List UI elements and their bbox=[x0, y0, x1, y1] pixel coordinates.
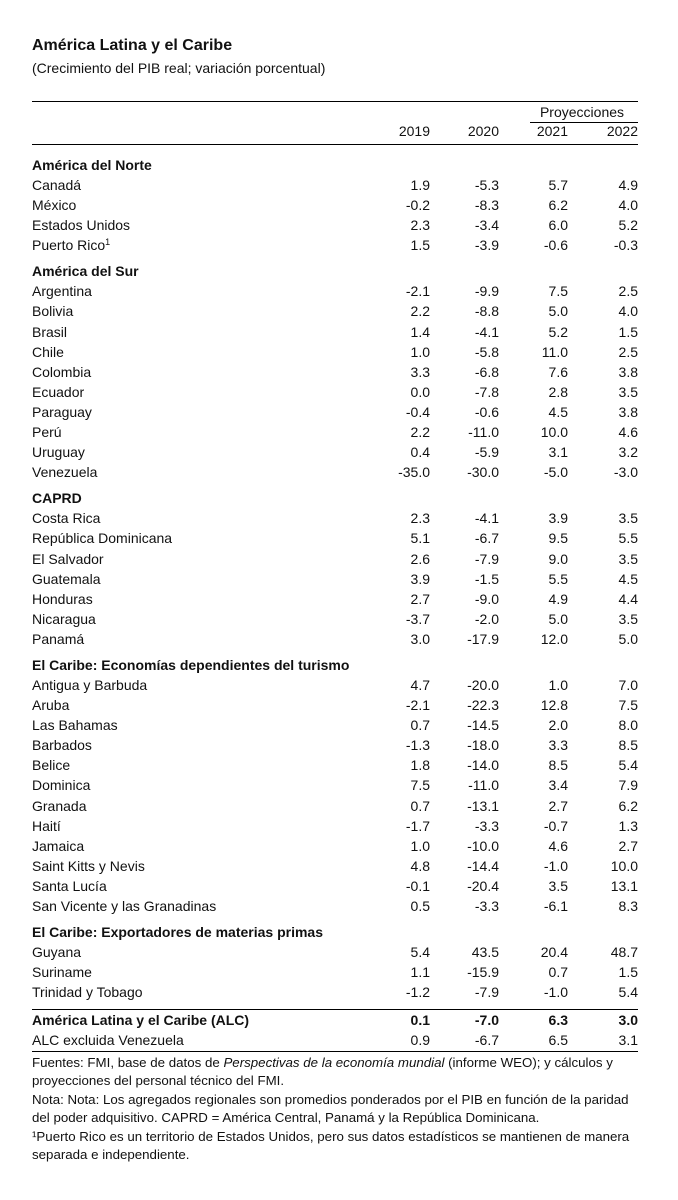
value-cell: 13.1 bbox=[610, 877, 638, 894]
value-cell: 7.5 bbox=[618, 697, 638, 714]
value-cell: -0.6 bbox=[543, 237, 568, 254]
value-cell: -2.0 bbox=[474, 610, 499, 627]
value-cell: 3.8 bbox=[618, 363, 638, 380]
row-label: Las Bahamas bbox=[32, 717, 118, 734]
value-cell: -18.0 bbox=[467, 737, 499, 754]
value-cell: -9.9 bbox=[474, 283, 499, 300]
table-row bbox=[32, 215, 638, 235]
value-cell: -6.7 bbox=[474, 530, 499, 547]
value-cell: 2.0 bbox=[548, 717, 568, 734]
value-cell: 4.0 bbox=[618, 303, 638, 320]
value-cell: 5.1 bbox=[410, 530, 430, 547]
value-cell: 1.0 bbox=[548, 676, 568, 693]
value-cell: 0.0 bbox=[410, 383, 430, 400]
row-label: Haití bbox=[32, 817, 61, 834]
table-row bbox=[32, 442, 638, 462]
table-row bbox=[32, 675, 638, 695]
value-cell: 1.9 bbox=[410, 177, 430, 193]
value-cell: 9.0 bbox=[548, 550, 568, 567]
value-cell: 9.5 bbox=[548, 530, 568, 547]
row-label: Santa Lucía bbox=[32, 877, 107, 894]
value-cell: -5.0 bbox=[543, 464, 568, 481]
value-cell: 0.7 bbox=[548, 964, 568, 981]
row-label: México bbox=[32, 197, 77, 214]
value-cell: -3.3 bbox=[474, 817, 499, 834]
row-label: San Vicente y las Granadinas bbox=[32, 898, 217, 914]
value-cell: 20.4 bbox=[540, 944, 568, 961]
value-cell: -22.3 bbox=[467, 697, 499, 714]
row-label: Colombia bbox=[32, 363, 92, 380]
table-row bbox=[32, 462, 638, 482]
value-cell: -5.3 bbox=[474, 177, 499, 193]
value-cell: -3.9 bbox=[474, 237, 499, 254]
value-cell: -4.1 bbox=[474, 510, 499, 527]
value-cell: 0.1 bbox=[410, 1012, 430, 1029]
region-heading: América del Sur bbox=[32, 263, 139, 280]
value-cell: 8.0 bbox=[618, 717, 638, 734]
table-row bbox=[32, 715, 638, 735]
value-cell: 3.2 bbox=[618, 444, 638, 461]
row-label: Aruba bbox=[32, 697, 70, 714]
projections-label: Proyecciones bbox=[539, 104, 625, 120]
value-cell: 3.8 bbox=[618, 403, 638, 420]
value-cell: -8.3 bbox=[474, 197, 499, 214]
table-title: América Latina y el Caribe bbox=[32, 37, 233, 54]
table-row bbox=[32, 589, 638, 609]
footnote-marker: 1 bbox=[105, 237, 111, 248]
value-cell: 3.5 bbox=[618, 550, 638, 567]
value-cell: 4.5 bbox=[618, 570, 638, 587]
value-cell: -6.7 bbox=[474, 1032, 499, 1049]
table-row bbox=[32, 362, 638, 382]
value-cell: -14.0 bbox=[467, 757, 499, 774]
table-row bbox=[32, 175, 638, 195]
value-cell: -1.5 bbox=[474, 570, 499, 587]
value-cell: 4.7 bbox=[410, 676, 430, 693]
value-cell: 2.7 bbox=[548, 797, 568, 814]
value-cell: 3.9 bbox=[548, 510, 568, 527]
value-cell: 2.2 bbox=[410, 303, 430, 320]
regional-note: Nota: Nota: Los agregados regionales son promedios ponderados por el PIB en función de la paridad del poder adquisitivo. CAPRD = América Central, Panamá y la República Dominicana. bbox=[32, 1091, 629, 1126]
row-label: Guatemala bbox=[32, 570, 101, 587]
value-cell: 1.8 bbox=[410, 757, 430, 774]
row-label: Puerto Rico$^1$ bbox=[32, 237, 111, 254]
value-cell: 2.7 bbox=[618, 837, 638, 854]
row-label: ALC excluida Venezuela bbox=[32, 1032, 184, 1049]
value-cell: 3.1 bbox=[548, 444, 568, 461]
value-cell: -9.0 bbox=[474, 590, 499, 607]
value-cell: -4.1 bbox=[474, 323, 499, 340]
table-row bbox=[32, 836, 638, 856]
year-header: 2020 bbox=[467, 123, 499, 139]
value-cell: -5.8 bbox=[474, 343, 499, 360]
value-cell: 5.4 bbox=[618, 757, 638, 774]
value-cell: 12.8 bbox=[540, 697, 568, 714]
value-cell: 4.6 bbox=[618, 424, 638, 441]
row-label: Belice bbox=[32, 757, 71, 774]
row-label: Paraguay bbox=[32, 403, 92, 420]
row-label: Chile bbox=[32, 343, 64, 360]
footnote: ¹Puerto Rico es un territorio de Estados Unidos, pero sus datos estadísticos se mantienen de manera separada e independiente. bbox=[32, 1128, 630, 1163]
region-heading: América del Norte bbox=[32, 157, 152, 173]
region-heading: CAPRD bbox=[32, 490, 82, 507]
value-cell: -30.0 bbox=[467, 464, 499, 481]
table-row bbox=[32, 322, 638, 342]
value-cell: 1.3 bbox=[618, 817, 638, 834]
value-cell: 5.0 bbox=[618, 630, 638, 647]
region-heading: El Caribe: Exportadores de materias primas bbox=[32, 924, 323, 941]
table-row bbox=[32, 962, 638, 982]
row-label: Estados Unidos bbox=[32, 217, 131, 234]
value-cell: -0.3 bbox=[613, 237, 638, 254]
value-cell: 4.9 bbox=[618, 177, 638, 193]
value-cell: 7.6 bbox=[548, 363, 568, 380]
table-row bbox=[32, 195, 638, 215]
value-cell: 3.5 bbox=[618, 510, 638, 527]
row-label: Honduras bbox=[32, 590, 93, 607]
row-label: Panamá bbox=[32, 630, 85, 647]
row-label: El Salvador bbox=[32, 550, 104, 567]
value-cell: 1.5 bbox=[618, 964, 638, 981]
notes bbox=[32, 1054, 638, 1165]
value-cell: -14.5 bbox=[467, 717, 499, 734]
value-cell: 3.5 bbox=[548, 877, 568, 894]
value-cell: 2.7 bbox=[410, 590, 430, 607]
table-subtitle: (Crecimiento del PIB real; variación porcentual) bbox=[32, 60, 326, 76]
row-label: Costa Rica bbox=[32, 510, 101, 527]
value-cell: 8.5 bbox=[618, 737, 638, 754]
value-cell: 2.3 bbox=[410, 510, 430, 527]
row-label: América Latina y el Caribe (ALC) bbox=[32, 1012, 250, 1029]
value-cell: 2.6 bbox=[410, 550, 430, 567]
value-cell: 2.5 bbox=[618, 283, 638, 300]
value-cell: -13.1 bbox=[467, 797, 499, 814]
value-cell: -3.4 bbox=[474, 217, 499, 234]
value-cell: -2.1 bbox=[405, 283, 430, 300]
table-row bbox=[32, 1030, 638, 1051]
value-cell: 5.2 bbox=[548, 323, 568, 340]
row-label: Jamaica bbox=[32, 837, 85, 854]
value-cell: 3.9 bbox=[410, 570, 430, 587]
value-cell: -7.0 bbox=[474, 1012, 499, 1029]
value-cell: -1.0 bbox=[543, 857, 568, 874]
table-row bbox=[32, 856, 638, 876]
value-cell: -7.9 bbox=[474, 550, 499, 567]
row-label: Bolivia bbox=[32, 303, 74, 320]
value-cell: 11.0 bbox=[541, 343, 568, 360]
value-cell: 1.4 bbox=[410, 323, 430, 340]
row-label: Brasil bbox=[32, 323, 68, 340]
value-cell: 5.5 bbox=[548, 570, 568, 587]
year-header: 2019 bbox=[398, 123, 430, 139]
value-cell: 5.7 bbox=[548, 177, 568, 193]
value-cell: 3.1 bbox=[618, 1032, 638, 1049]
value-cell: 2.2 bbox=[410, 424, 430, 441]
value-cell: 5.4 bbox=[618, 984, 638, 1001]
value-cell: 3.0 bbox=[410, 630, 430, 647]
value-cell: 5.0 bbox=[548, 303, 568, 320]
row-label: Ecuador bbox=[32, 383, 85, 400]
value-cell: 1.5 bbox=[618, 323, 638, 340]
row-label: Guyana bbox=[32, 944, 82, 961]
value-cell: 0.5 bbox=[410, 898, 430, 914]
table-row bbox=[32, 695, 638, 715]
row-label: Uruguay bbox=[32, 444, 85, 461]
value-cell: 7.5 bbox=[410, 777, 430, 794]
value-cell: -1.7 bbox=[405, 817, 430, 834]
value-cell: 5.2 bbox=[618, 217, 638, 234]
value-cell: 0.7 bbox=[410, 797, 430, 814]
row-label: Saint Kitts y Nevis bbox=[32, 857, 145, 874]
value-cell: 3.0 bbox=[618, 1012, 638, 1029]
value-cell: 7.5 bbox=[548, 283, 568, 300]
value-cell: 7.0 bbox=[618, 676, 638, 693]
value-cell: -1.0 bbox=[543, 984, 568, 1001]
value-cell: -3.0 bbox=[613, 464, 638, 481]
table-row bbox=[32, 876, 638, 896]
row-label: Granada bbox=[32, 797, 87, 814]
table-row bbox=[32, 422, 638, 442]
row-label: Suriname bbox=[32, 964, 92, 981]
table-row bbox=[32, 235, 638, 255]
row-label: Argentina bbox=[32, 283, 92, 300]
table-row bbox=[32, 896, 638, 916]
table-row bbox=[32, 281, 638, 301]
value-cell: -6.8 bbox=[474, 363, 499, 380]
table-row bbox=[32, 755, 638, 775]
value-cell: 0.9 bbox=[410, 1032, 430, 1049]
value-cell: 4.6 bbox=[548, 837, 568, 854]
value-cell: 12.0 bbox=[540, 630, 568, 647]
value-cell: 3.5 bbox=[618, 610, 638, 627]
value-cell: -1.2 bbox=[405, 984, 430, 1001]
value-cell: 1.5 bbox=[410, 237, 430, 254]
value-cell: -3.7 bbox=[405, 610, 430, 627]
value-cell: -3.3 bbox=[474, 898, 499, 914]
table-row bbox=[32, 508, 638, 528]
value-cell: 1.0 bbox=[410, 837, 430, 854]
value-cell: 2.3 bbox=[410, 217, 430, 234]
value-cell: 3.5 bbox=[618, 383, 638, 400]
row-label: Antigua y Barbuda bbox=[32, 676, 148, 693]
table-row bbox=[32, 528, 638, 548]
value-cell: 6.5 bbox=[548, 1032, 568, 1049]
value-cell: 8.3 bbox=[618, 898, 638, 914]
table-row bbox=[32, 609, 638, 629]
value-cell: 10.0 bbox=[540, 424, 568, 441]
value-cell: 4.0 bbox=[618, 197, 638, 214]
table-row bbox=[32, 382, 638, 402]
value-cell: -11.0 bbox=[468, 777, 499, 794]
value-cell: 6.2 bbox=[618, 797, 638, 814]
value-cell: -5.9 bbox=[474, 444, 499, 461]
value-cell: -6.1 bbox=[543, 898, 568, 914]
sources-note: Fuentes: FMI, base de datos de Perspectivas de la economía mundial (informe WEO); y cálculos y proyecciones del personal técnico del FMI. bbox=[32, 1054, 613, 1089]
row-label: Trinidad y Tobago bbox=[32, 984, 143, 1001]
value-cell: 3.4 bbox=[548, 777, 568, 794]
value-cell: 0.7 bbox=[410, 717, 430, 734]
table-row bbox=[32, 1009, 638, 1030]
value-cell: 5.0 bbox=[548, 610, 568, 627]
value-cell: -0.2 bbox=[405, 197, 430, 214]
value-cell: -0.7 bbox=[543, 817, 568, 834]
table-row bbox=[32, 735, 638, 755]
value-cell: 3.3 bbox=[548, 737, 568, 754]
value-cell: -10.0 bbox=[467, 837, 499, 854]
value-cell: 1.1 bbox=[410, 964, 430, 981]
value-cell: -35.0 bbox=[398, 464, 430, 481]
value-cell: -14.4 bbox=[467, 857, 499, 874]
value-cell: 48.7 bbox=[610, 944, 638, 961]
value-cell: 6.3 bbox=[548, 1012, 568, 1029]
table-row bbox=[32, 569, 638, 589]
value-cell: 5.5 bbox=[618, 530, 638, 547]
value-cell: -0.4 bbox=[405, 403, 430, 420]
value-cell: 4.4 bbox=[618, 590, 638, 607]
value-cell: 5.4 bbox=[410, 944, 430, 961]
value-cell: -0.6 bbox=[474, 403, 499, 420]
value-cell: 7.9 bbox=[618, 777, 638, 794]
value-cell: -20.4 bbox=[467, 877, 499, 894]
value-cell: -20.0 bbox=[467, 676, 499, 693]
table-header bbox=[32, 101, 638, 145]
value-cell: 3.3 bbox=[410, 363, 430, 380]
value-cell: 4.8 bbox=[410, 857, 430, 874]
row-label: Barbados bbox=[32, 737, 92, 754]
value-cell: -7.8 bbox=[474, 383, 499, 400]
row-label: Canadá bbox=[32, 177, 82, 193]
row-label: República Dominicana bbox=[32, 530, 173, 547]
value-cell: -0.1 bbox=[405, 877, 430, 894]
table-row bbox=[32, 942, 638, 962]
value-cell: 43.5 bbox=[471, 944, 499, 961]
value-cell: -7.9 bbox=[474, 984, 499, 1001]
row-label: Nicaragua bbox=[32, 610, 96, 627]
table-row bbox=[32, 301, 638, 321]
value-cell: 6.0 bbox=[548, 217, 568, 234]
value-cell: 0.4 bbox=[410, 444, 430, 461]
value-cell: 8.5 bbox=[548, 757, 568, 774]
table-row bbox=[32, 982, 638, 1002]
row-label: Dominica bbox=[32, 777, 91, 794]
row-label: Perú bbox=[32, 424, 62, 441]
value-cell: -1.3 bbox=[405, 737, 430, 754]
table-row bbox=[32, 629, 638, 649]
value-cell: 6.2 bbox=[548, 197, 568, 214]
table-body bbox=[32, 145, 638, 1052]
value-cell: 2.5 bbox=[618, 343, 638, 360]
value-cell: 2.8 bbox=[548, 383, 568, 400]
value-cell: 4.5 bbox=[548, 403, 568, 420]
table-row bbox=[32, 549, 638, 569]
value-cell: -15.9 bbox=[467, 964, 499, 981]
table-row bbox=[32, 796, 638, 816]
value-cell: -8.8 bbox=[474, 303, 499, 320]
year-header: 2022 bbox=[606, 123, 638, 139]
year-header: 2021 bbox=[536, 123, 568, 139]
table-page bbox=[32, 36, 638, 1165]
value-cell: 10.0 bbox=[610, 857, 638, 874]
table-row bbox=[32, 342, 638, 362]
value-cell: 4.9 bbox=[548, 590, 568, 607]
value-cell: -17.9 bbox=[467, 630, 499, 647]
table-row bbox=[32, 816, 638, 836]
value-cell: -2.1 bbox=[405, 697, 430, 714]
value-cell: -11.0 bbox=[468, 424, 499, 441]
value-cell: 1.0 bbox=[410, 343, 430, 360]
region-heading: El Caribe: Economías dependientes del turismo bbox=[32, 656, 350, 673]
table-row bbox=[32, 775, 638, 795]
table-row bbox=[32, 402, 638, 422]
row-label: Venezuela bbox=[32, 464, 98, 481]
